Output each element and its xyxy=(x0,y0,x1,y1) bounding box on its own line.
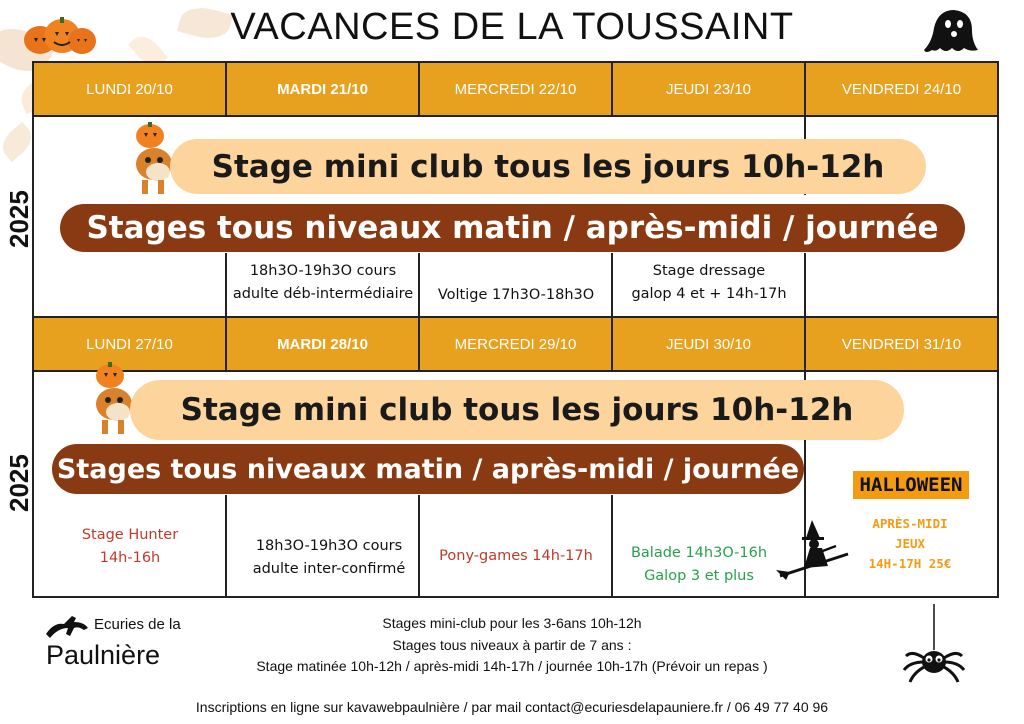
day-header: JEUDI 30/10 xyxy=(613,318,806,370)
cell-line: 14h-16h xyxy=(99,550,161,566)
cell-line: galop 4 et + 14h-17h xyxy=(631,286,787,302)
footer-line: Inscriptions en ligne sur kavawebpaulnière / par mail contact@ecuriesdelapauniere.fr / 06 49 77 40 96 xyxy=(195,699,829,715)
cell-line: adulte déb-intermédiaire xyxy=(232,286,414,302)
stages-banner: Stages tous niveaux matin / après-midi / journée xyxy=(52,444,804,494)
halloween-badge xyxy=(853,471,969,499)
cell-text xyxy=(34,524,226,570)
year-label: 2025 xyxy=(4,190,34,248)
day-header: MARDI 28/10 xyxy=(227,318,420,370)
stages-banner: Stages tous niveaux matin / après-midi / journée xyxy=(60,204,965,252)
halloween-line: APRÈS-MIDI xyxy=(872,516,948,531)
cell-line: Pony-games 14h-17h xyxy=(439,548,593,564)
divider xyxy=(34,370,997,372)
cell-line: Galop 3 et plus xyxy=(644,568,754,584)
day-header: MERCREDI 29/10 xyxy=(420,318,613,370)
cell-line: 18h3O-19h3O cours xyxy=(249,263,397,279)
day-header: LUNDI 20/10 xyxy=(34,63,227,115)
cell-text xyxy=(613,260,805,306)
day-header: MERCREDI 22/10 xyxy=(420,63,613,115)
cell-text xyxy=(420,284,612,307)
footer-line: Stage matinée 10h-12h / après-midi 14h-17h / journée 10h-17h (Prévoir un repas ) xyxy=(256,658,768,674)
footer-line: Stages tous niveaux à partir de 7 ans : xyxy=(392,637,632,653)
spider-icon xyxy=(902,604,966,686)
logo-line1: Ecuries de la xyxy=(94,616,181,633)
mini-club-banner: Stage mini club tous les jours 10h-12h xyxy=(170,139,926,194)
cell-text xyxy=(233,535,425,581)
day-header: JEUDI 23/10 xyxy=(613,63,806,115)
cell-line: adulte inter-confirmé xyxy=(252,561,406,577)
cell-text xyxy=(603,542,795,588)
cell-line: Stage Hunter xyxy=(81,527,179,543)
cell-text xyxy=(420,545,612,568)
day-header: MARDI 21/10 xyxy=(227,63,420,115)
day-header: VENDREDI 24/10 xyxy=(806,63,997,115)
year-label: 2025 xyxy=(4,454,34,512)
halloween-line: 14H-17H 25€ xyxy=(868,556,952,571)
cell-line: Stage dressage xyxy=(652,263,766,279)
ghost-icon xyxy=(922,6,980,56)
cell-line: 18h3O-19h3O cours xyxy=(255,538,403,554)
halloween-label: HALLOWEEN xyxy=(859,474,963,496)
day-header: LUNDI 27/10 xyxy=(34,318,227,370)
halloween-line: JEUX xyxy=(894,536,926,551)
cell-line: Voltige 17h3O-18h3O xyxy=(437,287,595,303)
logo-line2: Paulnière xyxy=(46,640,161,670)
divider xyxy=(34,115,997,117)
footer-line: Stages mini-club pour les 3-6ans 10h-12h xyxy=(382,615,642,631)
mini-club-banner: Stage mini club tous les jours 10h-12h xyxy=(130,380,904,440)
cell-text xyxy=(227,260,419,306)
page-title: VACANCES DE LA TOUSSAINT xyxy=(230,6,794,48)
cell-line: Balade 14h3O-16h xyxy=(630,545,768,561)
day-header: VENDREDI 31/10 xyxy=(806,318,997,370)
